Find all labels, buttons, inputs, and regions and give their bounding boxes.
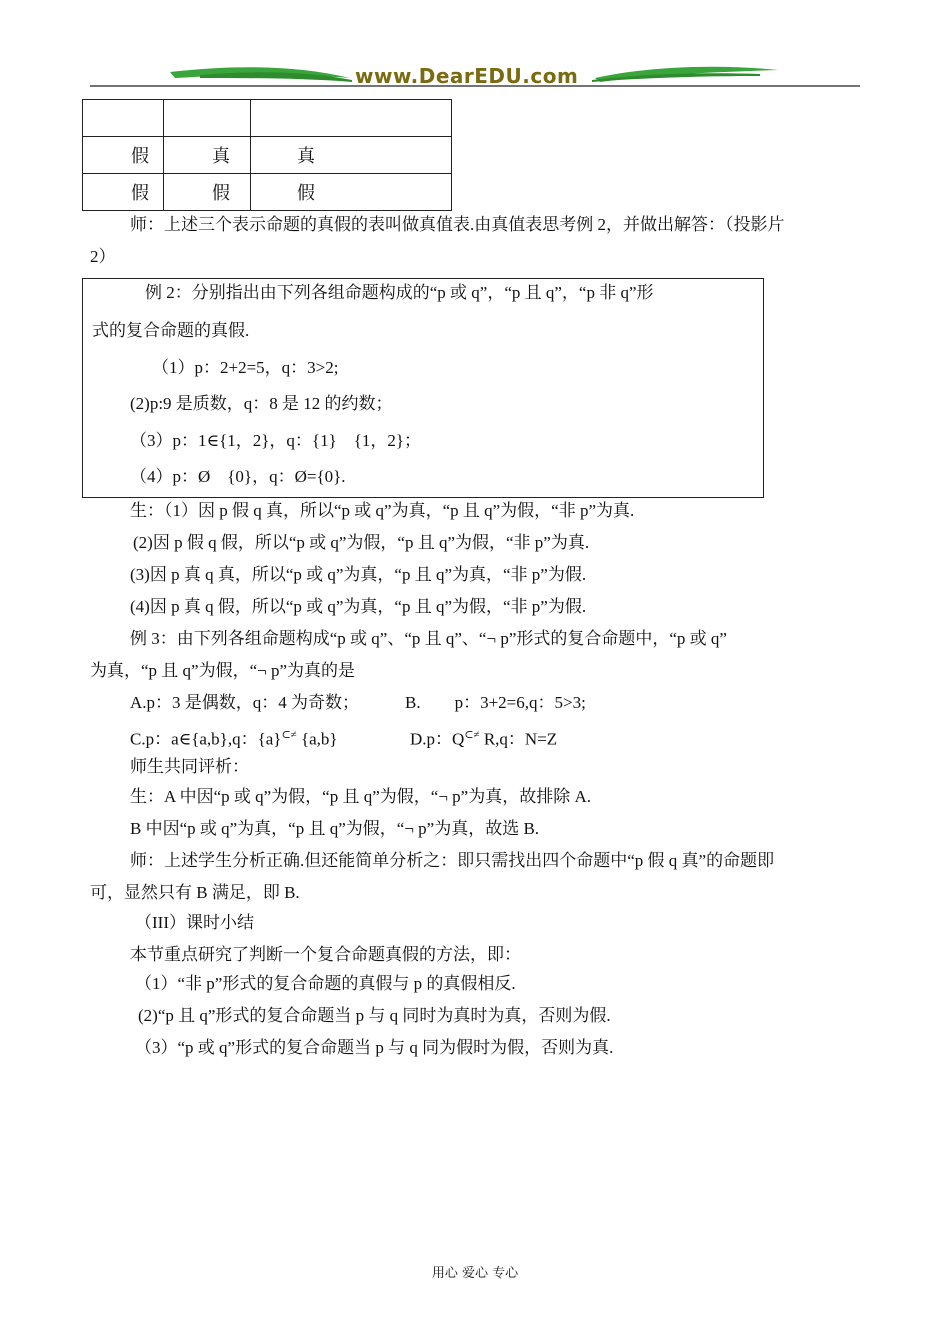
summary-line: (2)“p 且 q”形式的复合命题当 p 与 q 同时为真时为真，否则为假. — [138, 1006, 611, 1025]
truth-table — [82, 99, 452, 211]
table-cell: 假 — [83, 174, 164, 211]
analysis-line: B 中因“p 或 q”为真，“p 且 q”为假，“¬ p”为真，故选 B. — [130, 819, 540, 838]
page-footer: 用心 爱心 专心 — [431, 1266, 519, 1281]
summary-line: 本节重点研究了判断一个复合命题真假的方法，即： — [130, 945, 521, 964]
table-cell: 真 — [251, 137, 452, 174]
analysis-line: 师生共同评析： — [130, 757, 249, 776]
table-row — [83, 100, 452, 137]
option-d-text: R,q：N=Z — [483, 729, 558, 749]
intro-line: 2） — [90, 247, 116, 266]
page-header — [0, 52, 950, 92]
answer-line: (2)因 p 假 q 假，所以“p 或 q”为假，“p 且 q”为假，“非 p”为真. — [133, 533, 590, 552]
answer-line: (4)因 p 真 q 假，所以“p 或 q”为真，“p 且 q”为假，“非 p”为假. — [130, 597, 587, 616]
example2-item: （1）p：2+2=5，q：3>2; — [152, 358, 339, 377]
example2-item: （4）p：Ø {0}，q：Ø={0}. — [130, 467, 346, 486]
table-cell — [164, 100, 251, 137]
table-cell: 假 — [164, 174, 251, 211]
example2-item: (2)p:9 是质数，q：8 是 12 的约数； — [130, 394, 393, 413]
table-cell — [83, 100, 164, 137]
summary-line: （1）“非 p”形式的复合命题的真假与 p 的真假相反. — [135, 974, 516, 993]
intro-line: 师：上述三个表示命题的真假的表叫做真值表.由真值表思考例 2，并做出解答：（投影片 — [130, 215, 785, 234]
table-cell: 假 — [83, 137, 164, 174]
site-logo: www.DearEDU.com — [355, 64, 579, 88]
answer-line: 生：（1）因 p 假 q 真，所以“p 或 q”为真，“p 且 q”为假，“非 p”为真. — [130, 501, 635, 520]
example2-text: 式的复合命题的真假. — [92, 321, 250, 340]
example2-title: 例 2：分别指出由下列各组命题构成的“p 或 q”，“p 且 q”，“p 非 q”形 — [145, 283, 654, 302]
option-c — [130, 724, 338, 751]
analysis-line: 生：A 中因“p 或 q”为假，“p 且 q”为假，“¬ p”为真，故排除 A. — [130, 787, 591, 806]
answer-line: (3)因 p 真 q 真，所以“p 或 q”为真，“p 且 q”为真，“非 p”为假. — [130, 565, 587, 584]
option-c-text: C.p：a∈{a,b},q：{a} — [130, 729, 282, 749]
table-cell — [251, 100, 452, 137]
example2-item: （3）p：1∈{1，2}，q：{1} {1，2}； — [130, 431, 422, 450]
table-cell: 假 — [251, 174, 452, 211]
option-a: A.p：3 是偶数，q：4 为奇数； — [130, 693, 360, 712]
table-row — [83, 174, 452, 211]
example3-title: 例 3：由下列各组命题构成“p 或 q”、“p 且 q”、“¬ p”形式的复合命题中，“p 或 q” — [130, 629, 727, 648]
summary-heading: （III）课时小结 — [135, 913, 254, 932]
summary-line: （3）“p 或 q”形式的复合命题当 p 与 q 同为假时为假，否则为真. — [135, 1038, 614, 1057]
analysis-line: 可，显然只有 B 满足，即 B. — [90, 883, 300, 902]
option-d-text: D.p：Q — [410, 729, 465, 749]
table-row — [83, 137, 452, 174]
option-d — [410, 724, 557, 751]
example2-box — [82, 278, 764, 498]
table-cell: 真 — [164, 137, 251, 174]
proper-subset-symbol: ⊂≠ — [464, 729, 480, 741]
proper-subset-symbol: ⊂≠ — [281, 729, 297, 741]
option-c-text: {a,b} — [300, 729, 338, 749]
option-b: B. p：3+2=6,q：5>3; — [405, 693, 586, 712]
analysis-line: 师：上述学生分析正确.但还能简单分析之：即只需找出四个命题中“p 假 q 真”的命题即 — [130, 851, 775, 870]
example3-text: 为真，“p 且 q”为假，“¬ p”为真的是 — [90, 661, 356, 680]
